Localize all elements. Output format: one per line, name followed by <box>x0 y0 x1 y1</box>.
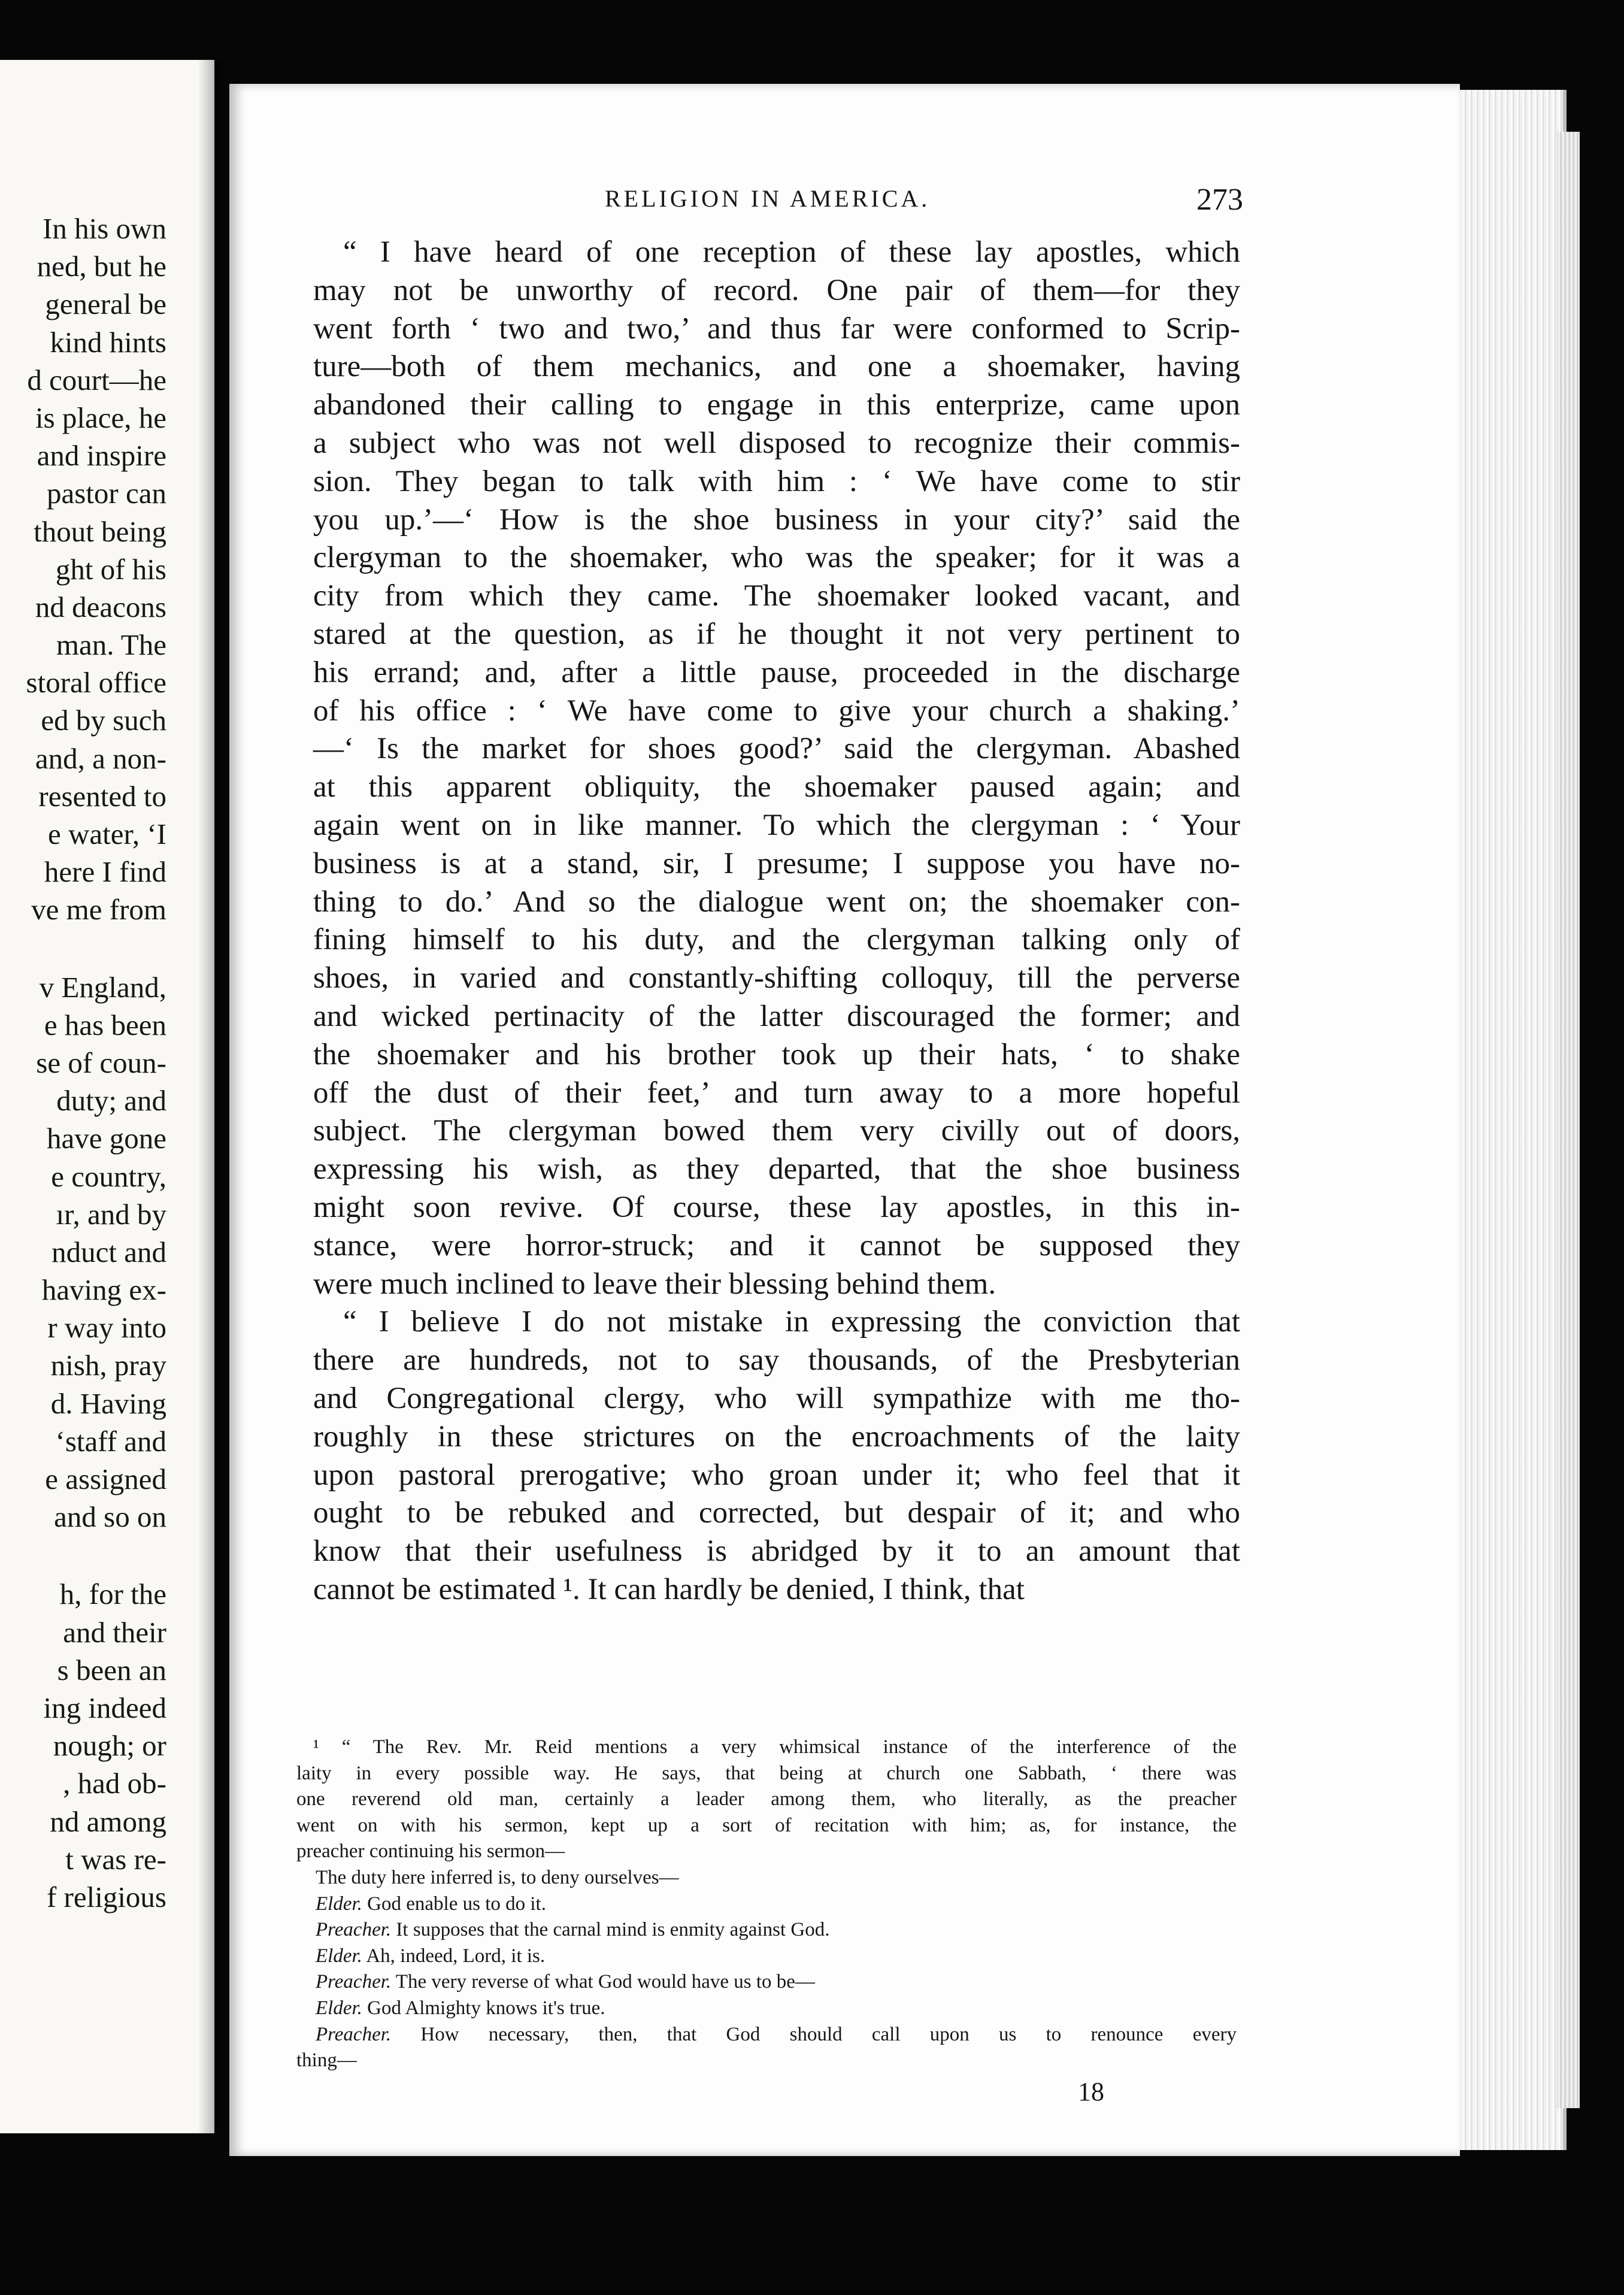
left-page-line: e assigned <box>45 1463 166 1495</box>
page-number: 273 <box>1196 183 1243 217</box>
text-line: you up.’—‘ How is the shoe business in your city?’ said the <box>313 502 1240 537</box>
left-page-line: ght of his <box>55 552 166 586</box>
left-page-line: e water, ‘I <box>48 818 166 850</box>
left-page-line: have gone <box>47 1122 166 1155</box>
left-page-line: s been an <box>57 1653 166 1687</box>
footnote-line: ¹ “ The Rev. Mr. Reid mentions a very whimsical instance of the interference of the <box>313 1736 1237 1758</box>
dialogue-line <box>296 1969 1237 1996</box>
left-page-line: nd among <box>50 1804 166 1838</box>
footnote-line: laity in every possible way. He says, that being at church one Sabbath, ‘ there was <box>296 1762 1237 1784</box>
running-title: RELIGION IN AMERICA. <box>605 185 931 212</box>
left-page-line: t was re- <box>65 1842 166 1876</box>
text-line: city from which they came. The shoemaker looked vacant, and <box>313 579 1240 613</box>
dialogue-line <box>296 2022 1237 2048</box>
dialogue-line <box>296 1917 1237 1943</box>
text-line: expressing his wish, as they departed, that the shoe business <box>313 1152 1240 1186</box>
page-edges-outer <box>1557 132 1580 2108</box>
left-page-line: is place, he <box>35 401 166 434</box>
text-line: again went on in like manner. To which the clergyman : ‘ Your <box>313 808 1240 842</box>
footnote-line: went on with his sermon, kept up a sort of recitation with him; as, for instance, the <box>296 1814 1237 1836</box>
text-line: a subject who was not well disposed to recognize their commis- <box>313 426 1240 460</box>
left-page-line: nough; or <box>53 1729 166 1763</box>
left-page-line: nduct and <box>51 1235 166 1268</box>
text-line: “ I have heard of one reception of these lay apostles, which <box>343 235 1240 269</box>
text-line: the shoemaker and his brother took up their hats, ‘ to shake <box>313 1037 1240 1071</box>
text-line: fining himself to his duty, and the clergyman talking only of <box>313 923 1240 957</box>
text-line: at this apparent obliquity, the shoemaker paused again; and <box>313 770 1240 804</box>
left-page-line: nd deacons <box>35 590 166 623</box>
text-line: cannot be estimated ¹. It can hardly be denied, I think, that <box>313 1572 1025 1606</box>
dialogue-text: The very reverse of what God would have us to be— <box>391 1971 815 1993</box>
left-page-line: v England, <box>39 970 166 1004</box>
paragraph-gap <box>26 929 166 968</box>
text-line: and wicked pertinacity of the latter discouraged the former; and <box>313 999 1240 1033</box>
left-page-line: and inspire <box>37 439 166 473</box>
running-head <box>229 184 1460 220</box>
left-page-line: and their <box>63 1615 166 1649</box>
footnote-final-line: thing— <box>296 2049 357 2072</box>
left-page-line: ing indeed <box>43 1691 166 1724</box>
text-line: there are hundreds, not to say thousands, of the Presbyterian <box>313 1343 1240 1377</box>
dialogue-speaker: Elder. <box>316 1945 362 1967</box>
dialogue-text: Ah, indeed, Lord, it is. <box>362 1945 546 1967</box>
left-facing-page <box>0 60 214 2133</box>
dialogue-line <box>296 1865 1237 1891</box>
dialogue-line <box>296 1891 1237 1918</box>
text-line: his errand; and, after a little pause, proceeded in the discharge <box>313 655 1240 689</box>
left-page-line: thout being <box>34 514 166 548</box>
left-page-line: h, for the <box>59 1578 166 1611</box>
text-line: —‘ Is the market for shoes good?’ said the clergyman. Abashed <box>313 732 1240 766</box>
dialogue-speaker: Elder. <box>316 1893 362 1915</box>
footnotes <box>296 1734 1237 2074</box>
text-line: stared at the question, as if he thought it not very pertinent to <box>313 617 1240 651</box>
left-page-line: r way into <box>47 1311 166 1345</box>
signature-mark: 18 <box>1078 2077 1104 2106</box>
left-page-line: ed by such <box>41 704 166 737</box>
text-line: went forth ‘ two and two,’ and thus far were conformed to Scrip- <box>313 311 1240 346</box>
left-page-line: ‘staff and <box>55 1424 166 1458</box>
body-text <box>313 234 1240 1609</box>
dialogue-text: It supposes that the carnal mind is enmity against God. <box>391 1919 830 1941</box>
text-line: know that their usefulness is abridged by it to an amount that <box>313 1534 1240 1569</box>
text-line: of his office : ‘ We have come to give your church a shaking.’ <box>313 694 1240 728</box>
left-page-line: resented to <box>38 779 166 813</box>
left-page-line: In his own <box>43 212 166 245</box>
text-line: business is at a stand, sir, I presume; I suppose you have no- <box>313 846 1240 880</box>
dialogue-speaker: Preacher. <box>316 2023 392 2045</box>
text-line: roughly in these strictures on the encroachments of the laity <box>313 1419 1240 1454</box>
text-line: clergyman to the shoemaker, who was the speaker; for it was a <box>313 541 1240 575</box>
dialogue-speaker: Preacher. <box>316 1971 392 1993</box>
footnote-line: one reverend old man, certainly a leader among them, who literally, as the preacher <box>296 1788 1237 1810</box>
gutter-shadow <box>198 60 222 2133</box>
left-page-line: se of coun- <box>36 1046 166 1079</box>
text-line: ought to be rebuked and corrected, but despair of it; and who <box>313 1496 1240 1530</box>
text-line: stance, were horror-struck; and it cannot be supposed they <box>313 1228 1240 1262</box>
book-page <box>229 84 1460 2156</box>
left-page-line: pastor can <box>47 477 166 510</box>
text-line: ture—both of them mechanics, and one a shoemaker, having <box>313 350 1240 384</box>
left-page-line: ve me from <box>31 893 166 927</box>
dialogue-text: God enable us to do it. <box>362 1893 546 1915</box>
left-page-line: ned, but he <box>37 250 166 283</box>
left-page-line: duty; and <box>56 1084 166 1118</box>
paragraph-gap <box>26 1536 166 1575</box>
text-line: thing to do.’ And so the dialogue went on; the shoemaker con- <box>313 885 1240 919</box>
left-page-line: ır, and by <box>56 1197 166 1231</box>
left-page-line: kind hints <box>50 325 166 359</box>
left-page-line: nish, pray <box>50 1349 166 1382</box>
left-page-line: here I find <box>44 855 166 889</box>
dialogue-text: How necessary, then, that God should call upon us to renounce every <box>391 2023 1237 2045</box>
left-page-line: , had ob- <box>63 1767 166 1800</box>
text-line: “ I believe I do not mistake in expressing the conviction that <box>343 1305 1240 1339</box>
dialogue-line <box>296 1996 1237 2022</box>
left-page-line: d court—he <box>27 363 166 396</box>
dialogue-speaker: Preacher. <box>316 1919 392 1941</box>
left-page-line: man. The <box>56 628 166 662</box>
left-page-line: f religious <box>46 1880 166 1913</box>
text-line: sion. They began to talk with him : ‘ We have come to stir <box>313 464 1240 498</box>
text-line: were much inclined to leave their blessing behind them. <box>313 1267 996 1301</box>
dialogue-text: The duty here inferred is, to deny ourselves— <box>316 1866 679 1888</box>
text-line: shoes, in varied and constantly-shifting colloquy, till the perverse <box>313 961 1240 995</box>
text-line: may not be unworthy of record. One pair of them—for they <box>313 273 1240 307</box>
footnote-line: preacher continuing his sermon— <box>296 1840 565 1863</box>
left-page-line: having ex- <box>41 1273 166 1307</box>
text-line: and Congregational clergy, who will sympathize with me tho- <box>313 1381 1240 1415</box>
dialogue-line <box>296 1943 1237 1970</box>
text-line: abandoned their calling to engage in this enterprize, came upon <box>313 388 1240 422</box>
left-page-line: general be <box>45 287 166 321</box>
text-line: subject. The clergyman bowed them very civilly out of doors, <box>313 1114 1240 1148</box>
left-page-line: and so on <box>54 1500 166 1534</box>
left-page-text <box>26 210 166 1916</box>
left-page-line: and, a non- <box>35 741 166 775</box>
text-line: off the dust of their feet,’ and turn away to a more hopeful <box>313 1076 1240 1110</box>
left-page-line: e country, <box>51 1159 166 1193</box>
dialogue-speaker: Elder. <box>316 1997 362 2019</box>
text-line: might soon revive. Of course, these lay apostles, in this in- <box>313 1190 1240 1224</box>
text-line: upon pastoral prerogative; who groan under it; who feel that it <box>313 1458 1240 1492</box>
left-page-line: d. Having <box>50 1386 166 1420</box>
dialogue-text: God Almighty knows it's true. <box>362 1997 605 2019</box>
left-page-line: e has been <box>44 1008 166 1041</box>
left-page-line: storal office <box>26 666 166 700</box>
